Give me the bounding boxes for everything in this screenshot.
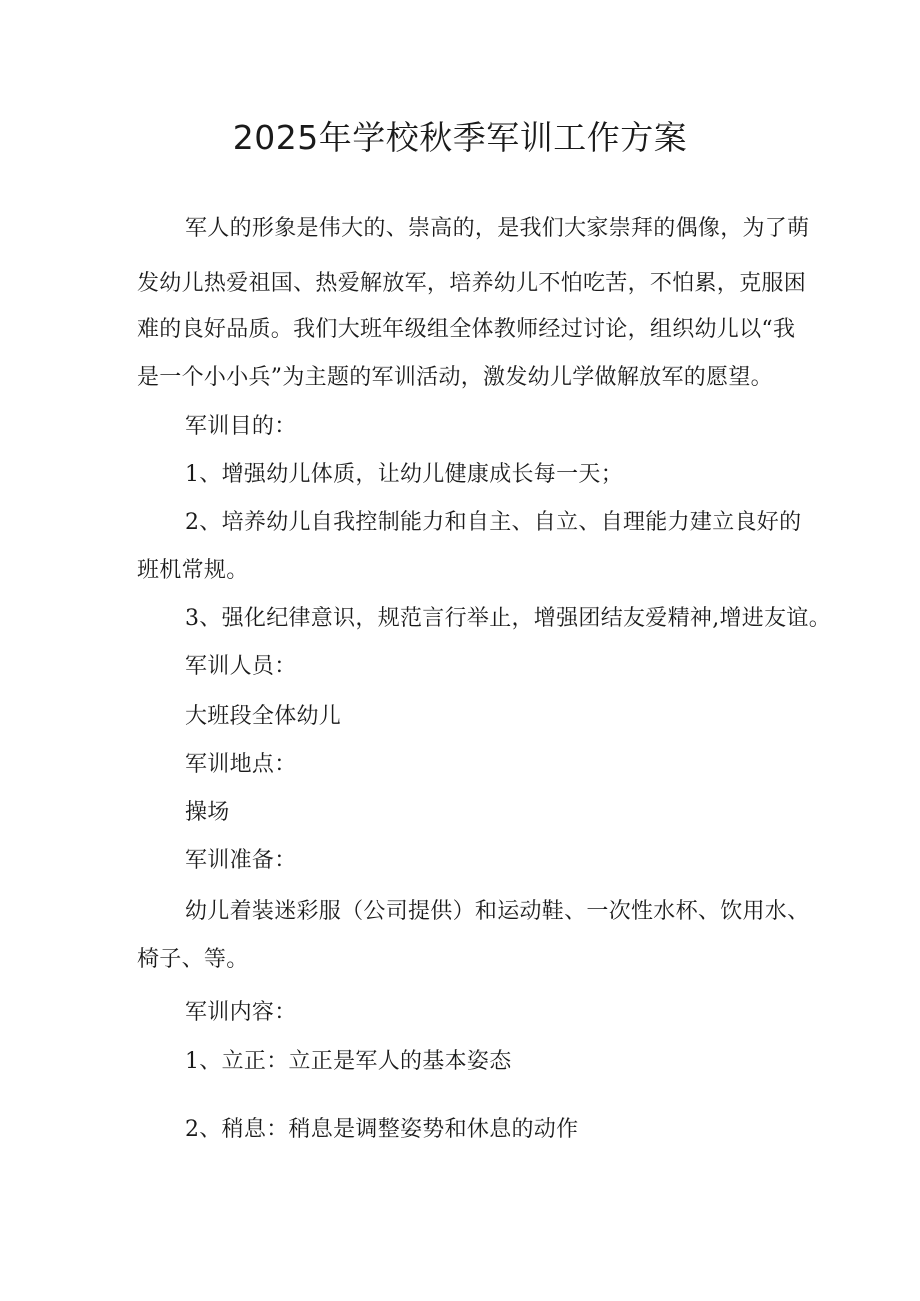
intro-line-4: 是一个小小兵”为主题的军训活动，激发幼儿学做解放军的愿望。 (137, 365, 773, 390)
preparation-line-1: 幼儿着装迷彩服（公司提供）和运动鞋、一次性水杯、饮用水、 (185, 899, 810, 924)
content-heading: 军训内容： (185, 1000, 297, 1025)
intro-line-2: 发幼儿热爱祖国、热爱解放军，培养幼儿不怕吃苦，不怕累，克服困 (137, 271, 807, 296)
location-value: 操场 (185, 800, 230, 825)
purpose-item-3: 3、强化纪律意识，规范言行举止，增强团结友爱精神,增进友谊。 (185, 606, 831, 631)
intro-line-3: 难的良好品质。我们大班年级组全体教师经过讨论，组织幼儿以“我 (137, 317, 796, 342)
purpose-item-2-line-1: 2、培养幼儿自我控制能力和自主、自立、自理能力建立良好的 (185, 510, 802, 535)
preparation-heading: 军训准备： (185, 848, 297, 873)
purpose-item-2-line-2: 班机常规。 (137, 558, 249, 583)
personnel-value: 大班段全体幼儿 (185, 704, 342, 729)
preparation-line-2: 椅子、等。 (137, 947, 249, 972)
personnel-heading: 军训人员： (185, 654, 297, 679)
content-item-1: 1、立正：立正是军人的基本姿态 (185, 1049, 512, 1074)
location-heading: 军训地点： (185, 752, 297, 777)
intro-line-1: 军人的形象是伟大的、崇高的，是我们大家崇拜的偶像，为了萌 (185, 216, 810, 241)
purpose-item-1: 1、增强幼儿体质，让幼儿健康成长每一天； (185, 462, 623, 487)
content-item-2: 2、稍息：稍息是调整姿势和休息的动作 (185, 1117, 579, 1142)
document-title: 2025年学校秋季军训工作方案 (232, 118, 688, 157)
purpose-heading: 军训目的： (185, 414, 297, 439)
